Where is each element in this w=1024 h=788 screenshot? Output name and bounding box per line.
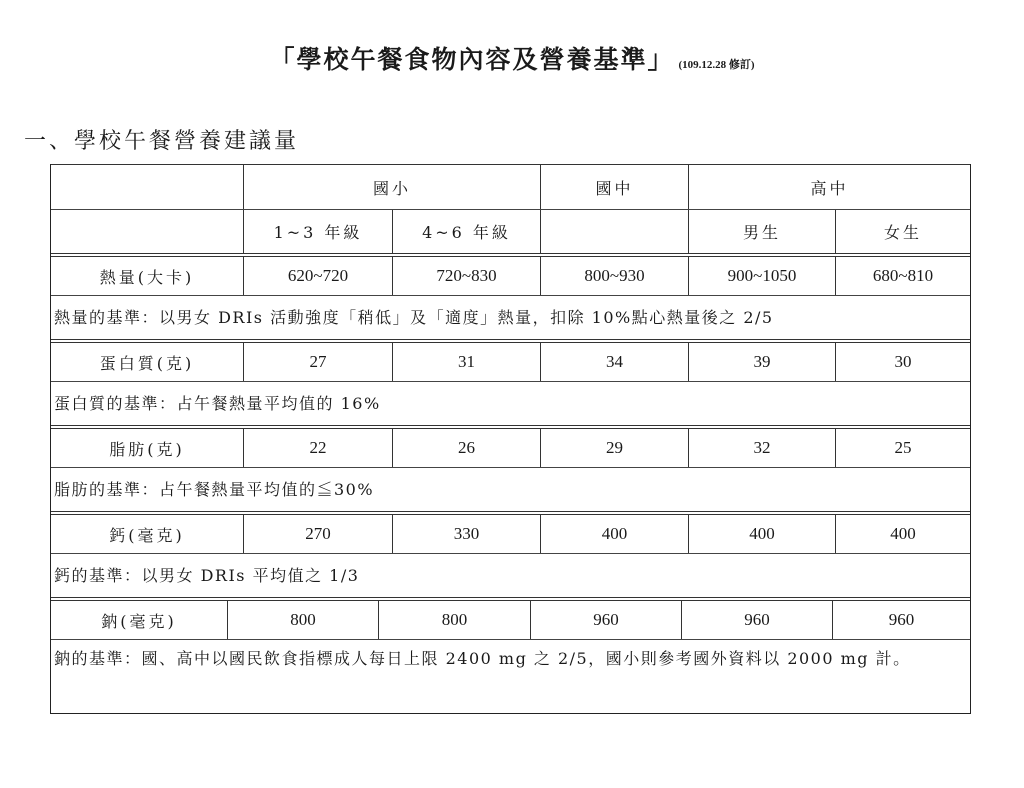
note-text: 鈉的基準：國、高中以國民飲食指標成人每日上限 2400 mg 之 2/5，國小則參考國外資料以 2000 mg 計。 — [54, 649, 911, 668]
value-cell: 25 — [835, 429, 970, 467]
value-cell: 900~1050 — [688, 257, 835, 295]
value-cell: 31 — [392, 343, 540, 381]
value-cell: 400 — [540, 515, 688, 553]
value-cell: 960 — [681, 601, 832, 639]
value-cell: 26 — [392, 429, 540, 467]
nutrient-label: 脂肪(克) — [109, 439, 185, 459]
value-cell: 800 — [227, 601, 378, 639]
value-cell: 400 — [688, 515, 835, 553]
note-row-fat — [51, 467, 970, 511]
value-cell: 800~930 — [540, 257, 688, 295]
header-female: 女生 — [835, 210, 970, 253]
value-cell: 30 — [835, 343, 970, 381]
note-row-calcium — [51, 553, 970, 597]
header-grade-1-3: 1~3 年級 — [243, 210, 392, 253]
value-cell: 22 — [243, 429, 392, 467]
value-cell: 400 — [835, 515, 970, 553]
note-row-calories — [51, 295, 970, 339]
value-cell: 960 — [530, 601, 681, 639]
header-grade-4-6: 4~6 年級 — [392, 210, 540, 253]
value-cell: 960 — [832, 601, 970, 639]
header-senior-high: 高中 — [688, 165, 970, 209]
note-text: 蛋白質的基準：占午餐熱量平均值的 16% — [54, 393, 381, 413]
header-junior-high: 國中 — [540, 165, 688, 209]
table-row-protein — [51, 339, 970, 381]
table-row-fat — [51, 425, 970, 467]
note-row-protein — [51, 381, 970, 425]
value-cell: 32 — [688, 429, 835, 467]
value-cell: 27 — [243, 343, 392, 381]
title-text: 「學校午餐食物內容及營養基準」 — [269, 45, 675, 74]
header-row-level — [51, 164, 970, 209]
nutrient-label: 蛋白質(克) — [99, 353, 195, 373]
nutrient-label: 鈣(毫克) — [109, 525, 185, 545]
table-row-calcium — [51, 511, 970, 553]
header-male: 男生 — [688, 210, 835, 253]
note-text: 鈣的基準：以男女 DRIs 平均值之 1/3 — [54, 565, 360, 585]
value-cell: 620~720 — [243, 257, 392, 295]
header-elementary: 國小 — [243, 165, 540, 209]
value-cell: 680~810 — [835, 257, 970, 295]
note-text: 脂肪的基準：占午餐熱量平均值的≦30% — [54, 479, 375, 499]
value-cell: 39 — [688, 343, 835, 381]
note-row-sodium — [51, 639, 970, 713]
section-heading: 一、學校午餐營養建議量 — [24, 129, 300, 154]
header-junior-high-sub — [540, 210, 688, 253]
value-cell: 270 — [243, 515, 392, 553]
revision-date: (109.12.28 修訂) — [678, 59, 755, 71]
header-blank-2 — [51, 210, 243, 253]
value-cell: 330 — [392, 515, 540, 553]
value-cell: 720~830 — [392, 257, 540, 295]
nutrition-table — [50, 164, 971, 714]
table-row-calories — [51, 253, 970, 295]
value-cell: 29 — [540, 429, 688, 467]
value-cell: 34 — [540, 343, 688, 381]
header-row-subgroup — [51, 209, 970, 253]
value-cell: 800 — [378, 601, 530, 639]
table-row-sodium — [51, 597, 970, 639]
header-blank — [51, 165, 243, 209]
nutrient-label: 熱量(大卡) — [99, 267, 195, 287]
document-title — [0, 40, 1024, 76]
note-text: 熱量的基準：以男女 DRIs 活動強度「稍低」及「適度」熱量，扣除 10%點心熱量後之 2/5 — [54, 307, 774, 327]
nutrient-label: 鈉(毫克) — [101, 611, 177, 631]
